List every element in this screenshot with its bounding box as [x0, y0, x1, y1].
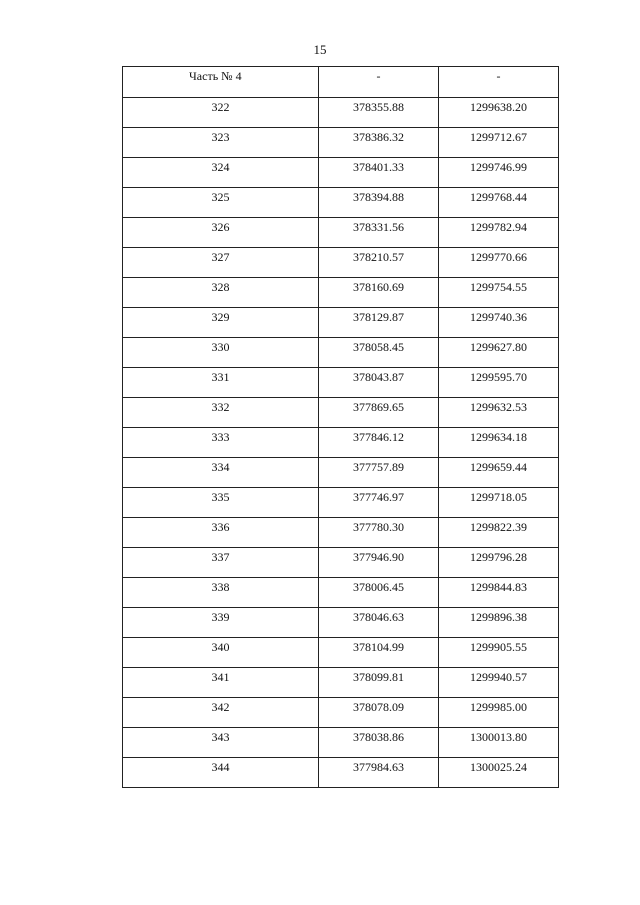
table-row	[123, 608, 559, 638]
coordinates-table	[122, 66, 559, 788]
point-number-cell: 337	[123, 548, 319, 578]
y-coordinate-cell: 1299718.05	[439, 488, 559, 518]
y-coordinate-cell: 1299595.70	[439, 368, 559, 398]
table-row	[123, 188, 559, 218]
x-coordinate-cell: 378038.86	[319, 728, 439, 758]
point-number-cell: 339	[123, 608, 319, 638]
x-coordinate-cell: 378355.88	[319, 98, 439, 128]
header-y-cell: -	[439, 67, 559, 98]
x-coordinate-cell: 377869.65	[319, 398, 439, 428]
y-coordinate-cell: 1299746.99	[439, 158, 559, 188]
x-coordinate-cell: 377946.90	[319, 548, 439, 578]
point-number-cell: 342	[123, 698, 319, 728]
page-number: 15	[313, 42, 327, 57]
table-row	[123, 728, 559, 758]
table-row	[123, 218, 559, 248]
table-row	[123, 368, 559, 398]
point-number-cell: 335	[123, 488, 319, 518]
point-number-cell: 322	[123, 98, 319, 128]
table-row	[123, 428, 559, 458]
x-coordinate-cell: 377984.63	[319, 758, 439, 788]
point-number-cell: 331	[123, 368, 319, 398]
point-number-cell: 323	[123, 128, 319, 158]
table-row	[123, 158, 559, 188]
y-coordinate-cell: 1299905.55	[439, 638, 559, 668]
y-coordinate-cell: 1299754.55	[439, 278, 559, 308]
table-row	[123, 308, 559, 338]
point-number-cell: 340	[123, 638, 319, 668]
point-number-cell: 343	[123, 728, 319, 758]
y-coordinate-cell: 1299634.18	[439, 428, 559, 458]
point-number-cell: 338	[123, 578, 319, 608]
y-coordinate-cell: 1299712.67	[439, 128, 559, 158]
y-coordinate-cell: 1299940.57	[439, 668, 559, 698]
table-row	[123, 488, 559, 518]
point-number-cell: 341	[123, 668, 319, 698]
table-header-row	[123, 67, 559, 98]
x-coordinate-cell: 377846.12	[319, 428, 439, 458]
y-coordinate-cell: 1299740.36	[439, 308, 559, 338]
point-number-cell: 329	[123, 308, 319, 338]
table-row	[123, 128, 559, 158]
point-number-cell: 324	[123, 158, 319, 188]
y-coordinate-cell: 1299822.39	[439, 518, 559, 548]
y-coordinate-cell: 1299768.44	[439, 188, 559, 218]
point-number-cell: 336	[123, 518, 319, 548]
y-coordinate-cell: 1299782.94	[439, 218, 559, 248]
y-coordinate-cell: 1299844.83	[439, 578, 559, 608]
table-row	[123, 458, 559, 488]
x-coordinate-cell: 378043.87	[319, 368, 439, 398]
x-coordinate-cell: 378394.88	[319, 188, 439, 218]
y-coordinate-cell: 1300013.80	[439, 728, 559, 758]
coordinates-table-body	[123, 67, 559, 788]
y-coordinate-cell: 1299627.80	[439, 338, 559, 368]
table-row	[123, 248, 559, 278]
header-x-cell: -	[319, 67, 439, 98]
point-number-cell: 326	[123, 218, 319, 248]
table-row	[123, 278, 559, 308]
x-coordinate-cell: 378386.32	[319, 128, 439, 158]
y-coordinate-cell: 1299985.00	[439, 698, 559, 728]
y-coordinate-cell: 1299896.38	[439, 608, 559, 638]
x-coordinate-cell: 378129.87	[319, 308, 439, 338]
part-label-cell: Часть № 4	[123, 67, 319, 98]
x-coordinate-cell: 378058.45	[319, 338, 439, 368]
x-coordinate-cell: 377746.97	[319, 488, 439, 518]
x-coordinate-cell: 378210.57	[319, 248, 439, 278]
point-number-cell: 330	[123, 338, 319, 368]
table-row	[123, 638, 559, 668]
table-row	[123, 578, 559, 608]
point-number-cell: 325	[123, 188, 319, 218]
x-coordinate-cell: 378104.99	[319, 638, 439, 668]
y-coordinate-cell: 1299796.28	[439, 548, 559, 578]
point-number-cell: 332	[123, 398, 319, 428]
x-coordinate-cell: 378160.69	[319, 278, 439, 308]
point-number-cell: 333	[123, 428, 319, 458]
table-row	[123, 98, 559, 128]
x-coordinate-cell: 378401.33	[319, 158, 439, 188]
table-row	[123, 698, 559, 728]
table-row	[123, 668, 559, 698]
y-coordinate-cell: 1299770.66	[439, 248, 559, 278]
point-number-cell: 344	[123, 758, 319, 788]
y-coordinate-cell: 1299632.53	[439, 398, 559, 428]
table-row	[123, 338, 559, 368]
y-coordinate-cell: 1299638.20	[439, 98, 559, 128]
x-coordinate-cell: 378046.63	[319, 608, 439, 638]
x-coordinate-cell: 378099.81	[319, 668, 439, 698]
x-coordinate-cell: 377757.89	[319, 458, 439, 488]
y-coordinate-cell: 1299659.44	[439, 458, 559, 488]
table-row	[123, 548, 559, 578]
point-number-cell: 327	[123, 248, 319, 278]
y-coordinate-cell: 1300025.24	[439, 758, 559, 788]
point-number-cell: 334	[123, 458, 319, 488]
x-coordinate-cell: 378331.56	[319, 218, 439, 248]
table-row	[123, 398, 559, 428]
x-coordinate-cell: 377780.30	[319, 518, 439, 548]
table-row	[123, 758, 559, 788]
x-coordinate-cell: 378078.09	[319, 698, 439, 728]
point-number-cell: 328	[123, 278, 319, 308]
x-coordinate-cell: 378006.45	[319, 578, 439, 608]
table-row	[123, 518, 559, 548]
